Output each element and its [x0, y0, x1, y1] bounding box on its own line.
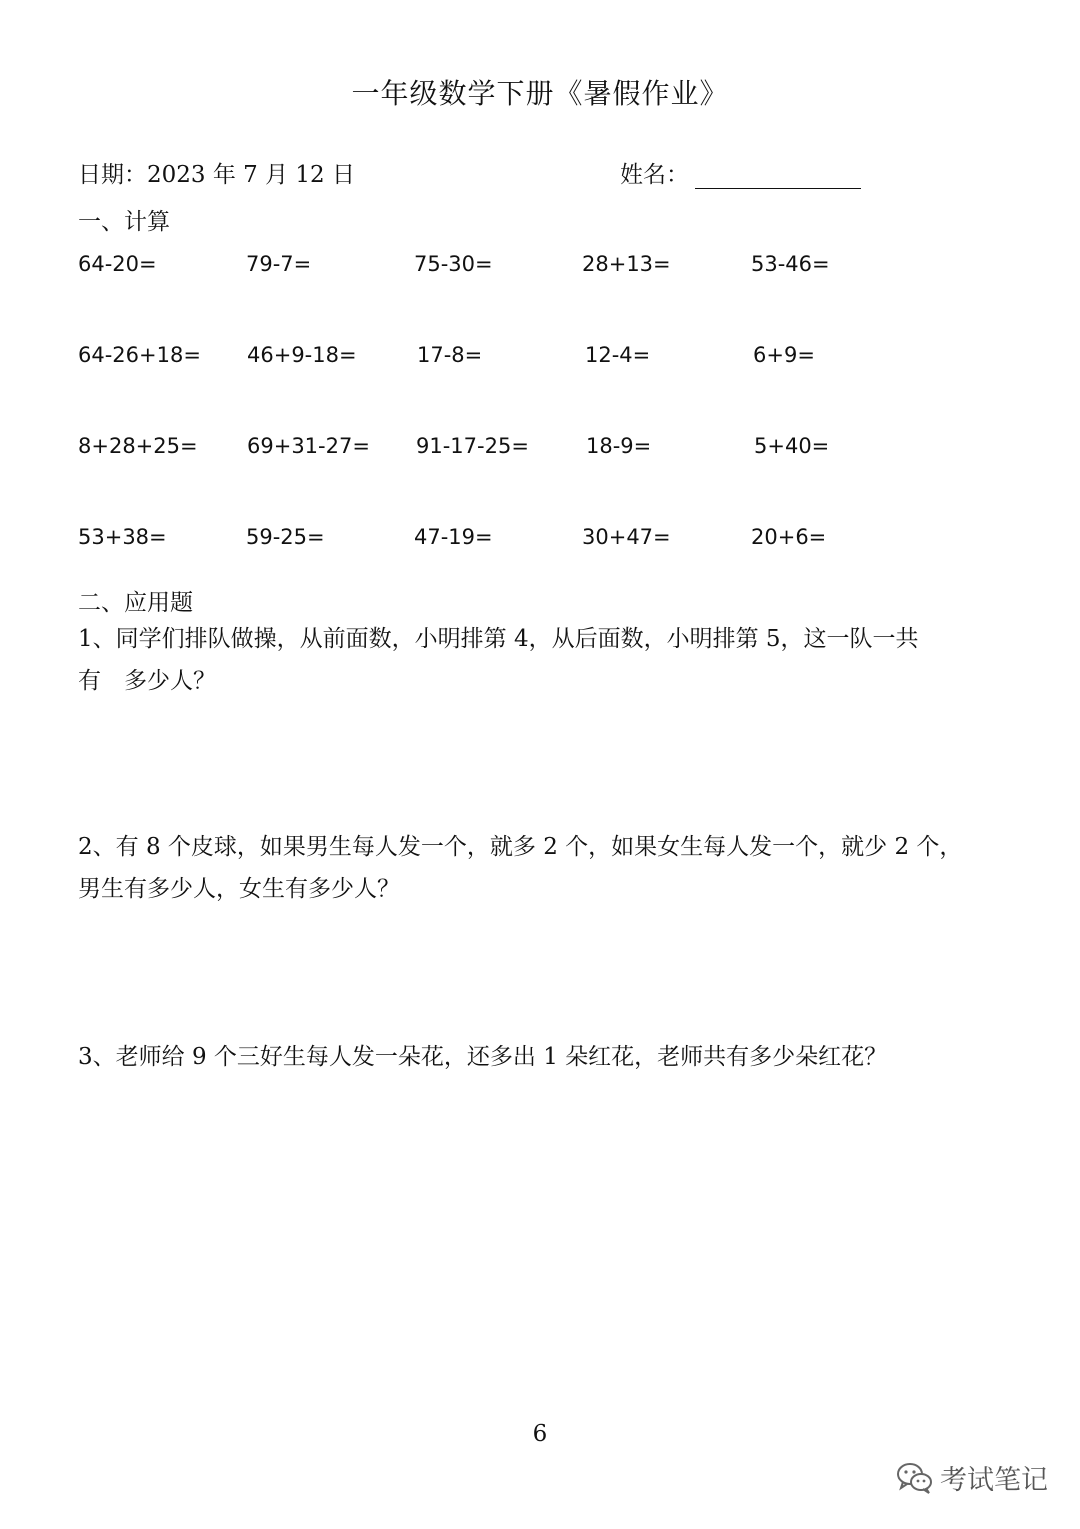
calc-item: 91-17-25= [416, 434, 529, 458]
name-blank-line [695, 162, 861, 189]
calc-item: 53-46= [751, 252, 830, 276]
calc-item: 46+9-18= [247, 343, 357, 367]
problem-text: 3、老师给 9 个三好生每人发一朵花，还多出 1 朵红花，老师共有多少朵红花？ [78, 1044, 888, 1070]
calc-row-2 [0, 343, 1080, 373]
page-number: 6 [532, 1421, 548, 1447]
calc-item: 64-26+18= [78, 343, 201, 367]
calc-item: 12-4= [585, 343, 651, 367]
calc-item: 75-30= [414, 252, 493, 276]
problem-text: 有 多少人？ [78, 668, 216, 694]
calc-item: 6+9= [753, 343, 815, 367]
problem-text: 2、有 8 个皮球，如果男生每人发一个，就多 2 个，如果女生每人发一个，就少 2 个， [78, 834, 963, 860]
calc-item: 59-25= [246, 525, 325, 549]
name-field [620, 156, 861, 189]
calc-item: 64-20= [78, 252, 157, 276]
wechat-icon [896, 1461, 934, 1495]
watermark-text: 考试笔记 [940, 1465, 1048, 1496]
word-problem-2 [78, 826, 1008, 910]
calc-row-3 [0, 434, 1080, 464]
calc-item: 47-19= [414, 525, 493, 549]
name-label: 姓名： [620, 162, 689, 188]
problem-text: 1、同学们排队做操，从前面数，小明排第 4，从后面数，小明排第 5，这一队一共 [78, 626, 919, 652]
word-problem-1 [78, 618, 1008, 702]
page-title: 一年级数学下册《暑假作业》 [351, 77, 729, 110]
calc-row-1 [0, 252, 1080, 282]
calc-item: 8+28+25= [78, 434, 198, 458]
calc-row-4 [0, 525, 1080, 555]
calc-item: 18-9= [586, 434, 652, 458]
calc-item: 69+31-27= [247, 434, 370, 458]
calc-item: 79-7= [246, 252, 312, 276]
calc-item: 17-8= [417, 343, 483, 367]
section-calculation-heading: 一、计算 [78, 209, 170, 235]
calc-item: 28+13= [582, 252, 671, 276]
calc-item: 53+38= [78, 525, 167, 549]
date-line: 日期：2023 年 7 月 12 日 [78, 162, 355, 188]
problem-text: 男生有多少人，女生有多少人？ [78, 876, 400, 902]
word-problem-3 [78, 1036, 1008, 1078]
watermark [896, 1458, 1048, 1497]
calc-item: 5+40= [754, 434, 830, 458]
section-word-problems-heading: 二、应用题 [78, 590, 193, 616]
calc-item: 30+47= [582, 525, 671, 549]
calc-item: 20+6= [751, 525, 827, 549]
